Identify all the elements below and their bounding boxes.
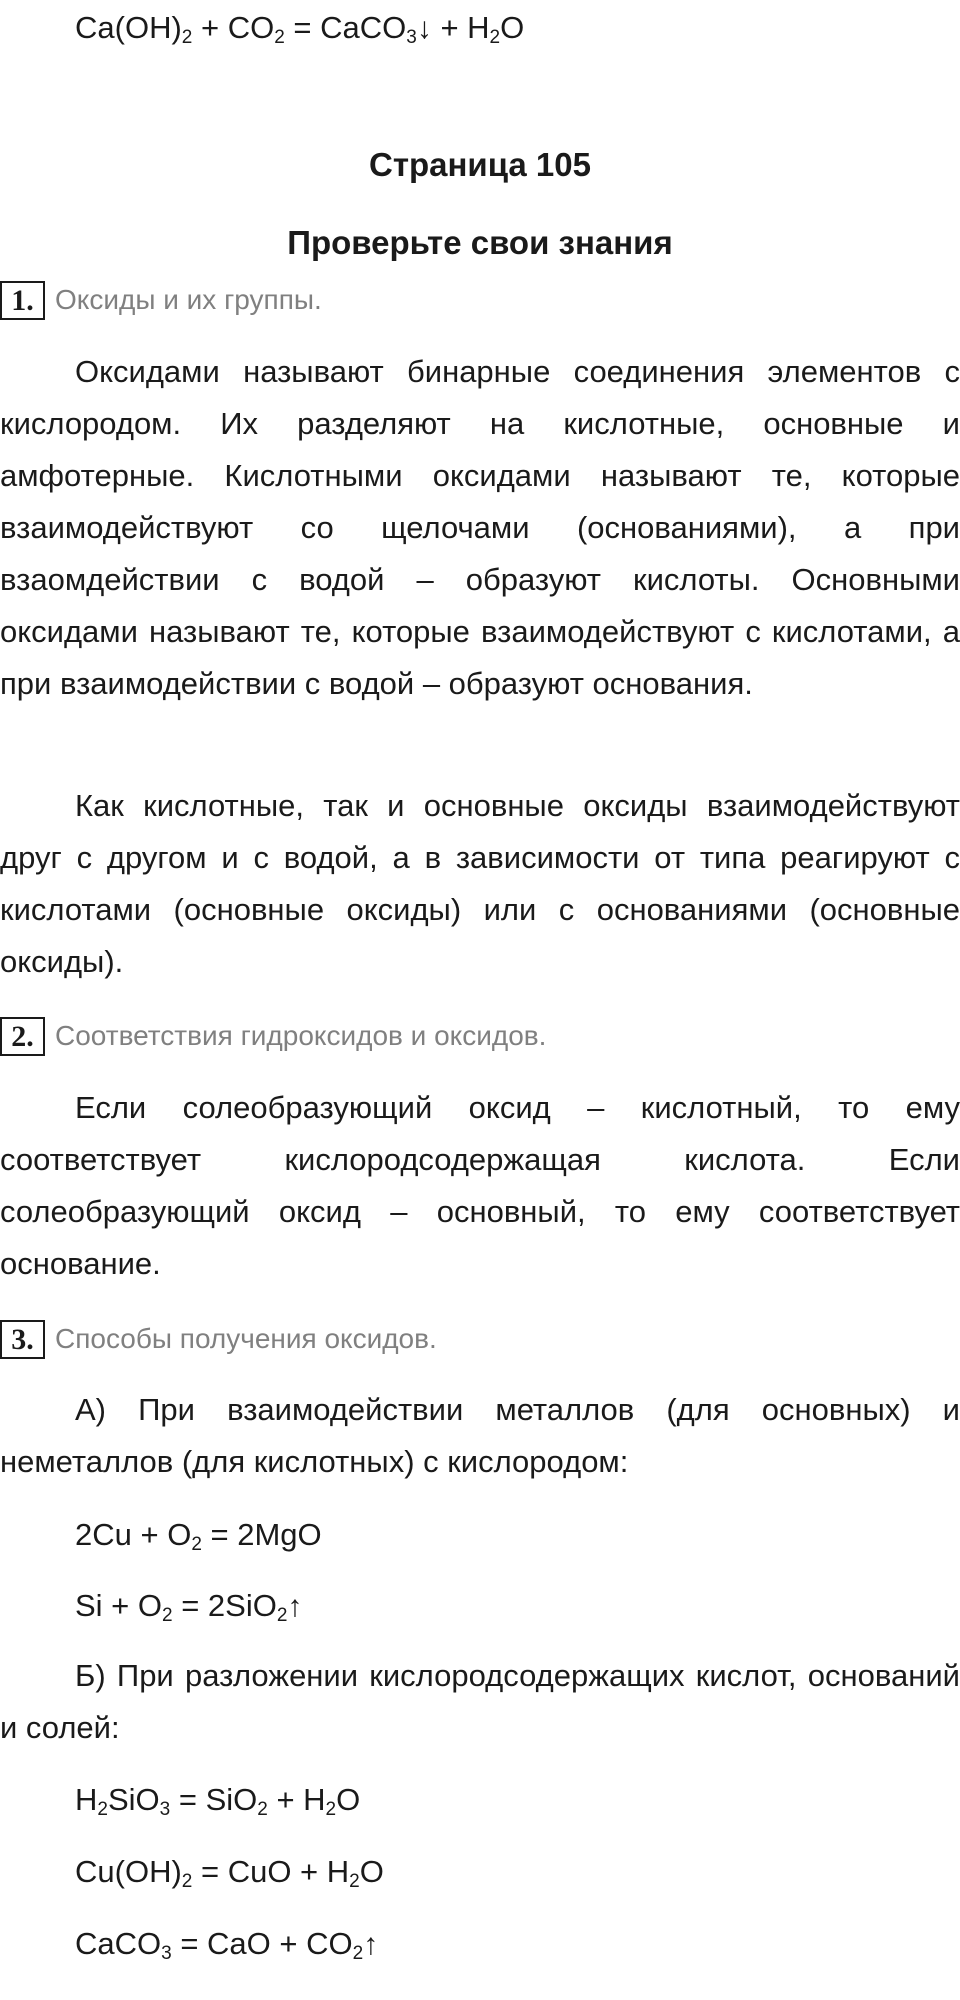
equation-caoh2-co2: $Ca(OH)_2 + CO_2$ = CaCO$_3$↓ + $H_2O$ [75, 10, 525, 48]
question-title: Способы получения оксидов. [55, 1323, 437, 1354]
answer-paragraph: Б) При разложении кислородсодержащих кислот, оснований и солей: [0, 1658, 960, 1745]
equation-si-o2: $Si + O_2$ = 2SiO$_2$↑ [75, 1588, 303, 1626]
question-title: Соответствия гидроксидов и оксидов. [55, 1020, 547, 1051]
question-1-header [0, 280, 322, 320]
equation-caco3: CaCO$_3$ = CaO + $CO_2↑$ [75, 1926, 379, 1964]
question-title: Оксиды и их группы. [55, 284, 322, 315]
question-2-header [0, 1016, 546, 1056]
section-heading: Проверьте свои знания [287, 224, 673, 261]
question-number: 3. [0, 1320, 45, 1359]
equation-cu-o2: $2Cu + O_2 = 2MgO$ [75, 1517, 322, 1555]
question-number: 2. [0, 1017, 45, 1056]
question-number: 1. [0, 281, 45, 320]
answer-paragraph: А) При взаимодействии металлов (для основных) и неметаллов (для кислотных) с кислородом: [0, 1392, 960, 1479]
equation-h2sio3: $H_2SiO_3 = SiO_2 + H_2O$ [75, 1782, 361, 1820]
answer-paragraph: Как кислотные, так и основные оксиды взаимодействуют друг с другом и с водой, а в зависимости от типа реагируют с кислотами (основные оксиды) или с основаниями (основные оксиды). [0, 788, 960, 979]
page-heading: Страница 105 [369, 146, 591, 183]
answer-paragraph: Если солеобразующий оксид – кислотный, то ему соответствует кислородсодержащая кислота. Если солеобразующий оксид – основный, то ему соответствует основание. [0, 1090, 960, 1281]
question-3-header [0, 1319, 437, 1359]
equation-cuoh2: $Cu(OH)_2$ = CuO + $H_2O$ [75, 1854, 384, 1892]
answer-paragraph: Оксидами называют бинарные соединения элементов с кислородом. Их разделяют на кислотные, основные и амфотерные. Кислотными оксидами называют те, которые взаимодействуют со щелочами (основаниями), а при взаомдействии с водой – образуют кислоты. Основными оксидами называют те, которые взаимодействуют с кислотами, а при взаимодействии с водой – образуют основания. [0, 354, 960, 701]
